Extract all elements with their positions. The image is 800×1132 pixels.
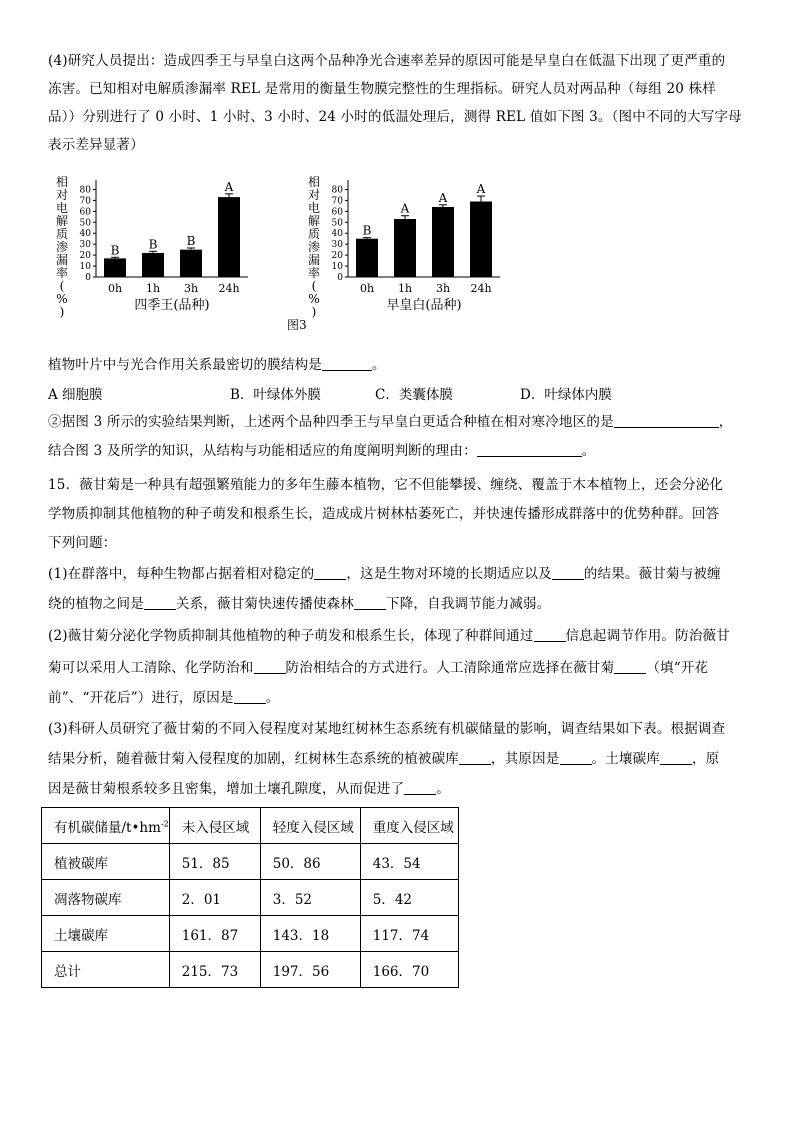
option-a[interactable]: A 细胞膜 [48, 387, 103, 403]
q15-p1-line1 [48, 565, 721, 583]
answer-blank[interactable] [552, 565, 584, 580]
significance-label: B [362, 223, 372, 238]
y-axis-label-char: 解 [55, 214, 69, 228]
q14-sub2-text-1: ②据图 3 所示的实验结果判断，上述两个品种四季王与早皇白更适合种植在相对寒冷地区的是 [48, 414, 614, 430]
significance-label: B [148, 237, 158, 252]
bar [470, 202, 492, 277]
chart-zao-huang-bai [300, 172, 530, 322]
x-tick-label: 0h [107, 282, 123, 295]
table-header-cell: 轻度入侵区域 [260, 808, 360, 844]
answer-blank[interactable] [477, 442, 582, 457]
period: 。 [372, 357, 386, 373]
text: (1)在群落中，每种生物都占据着相对稳定的 [48, 566, 315, 582]
answer-blank[interactable] [560, 750, 592, 765]
y-tick-label: 50 [79, 218, 91, 229]
table-row [42, 880, 459, 916]
table-row [42, 952, 459, 988]
q15-p2-line2 [48, 659, 708, 677]
q14-sub1-text: 植物叶片中与光合作用关系最密切的膜结构是 [48, 357, 322, 373]
y-axis-label-char: 解 [307, 214, 321, 228]
y-axis-label-char: ( [59, 279, 65, 293]
q14-line-1: (4)研究人员提出：造成四季王与早皇白这两个品种净光合速率差异的原因可能是早皇白在低温下出现了更严重的 [48, 53, 726, 69]
q15-p3-line3 [48, 780, 450, 798]
bar [142, 253, 164, 277]
bar [218, 197, 240, 277]
text: (2)薇甘菊分泌化学物质抑制其他植物的种子萌发和根系生长，体现了种群间通过 [48, 628, 534, 644]
option-d[interactable]: D．叶绿体内膜 [520, 387, 612, 403]
y-axis-label-char: ) [59, 305, 65, 319]
x-tick-label: 1h [397, 282, 413, 295]
y-axis-label-char: ( [311, 279, 317, 293]
y-axis-label-char: 漏 [55, 253, 69, 267]
answer-blank[interactable] [534, 627, 566, 642]
q14-sub1 [48, 356, 386, 374]
q15-p3-line2 [48, 750, 719, 768]
option-c[interactable]: C．类囊体膜 [375, 387, 453, 403]
text: 下降，自我调节能力减弱。 [386, 596, 551, 612]
y-axis-label-char: 渗 [307, 240, 321, 254]
significance-label: B [186, 234, 196, 249]
x-tick-label: 24h [470, 282, 492, 295]
y-axis-label-char: 相 [307, 175, 321, 189]
table-cell: 143．18 [260, 916, 360, 952]
text: 的结果。薇甘菊与被缠 [583, 566, 721, 582]
y-tick-label: 0 [337, 273, 343, 283]
y-axis-label-char: % [56, 292, 68, 306]
q14-line-3: 品））分别进行了 0 小时、1 小时、3 小时、24 小时的低温处理后，测得 REL 值如下图 3。（图中不同的大写字母 [48, 109, 742, 125]
text: 关系，薇甘菊快速传播使森林 [175, 596, 355, 612]
answer-blank[interactable] [459, 750, 491, 765]
q15-p1-line2 [48, 595, 550, 613]
y-axis-label-char: 质 [55, 227, 69, 241]
comma: ， [718, 414, 733, 430]
answer-blank[interactable] [322, 356, 372, 371]
q15-p3-line1: (3)科研人员研究了薇甘菊的不同入侵程度对某地红树林生态系统有机碳储量的影响，调查结果如下表。根据调查 [48, 721, 726, 737]
table-cell: 117．74 [360, 916, 458, 952]
text: 。土壤碳库 [591, 751, 660, 767]
table-cell: 5．42 [360, 880, 458, 916]
q14-sub2-line1 [48, 413, 732, 431]
text: 。 [265, 690, 280, 706]
table-cell: 2．01 [169, 880, 260, 916]
period: 。 [581, 443, 596, 459]
answer-blank[interactable] [404, 780, 436, 795]
q15-p2-line3 [48, 689, 279, 707]
bar [180, 250, 202, 277]
answer-blank[interactable] [354, 595, 386, 610]
text: 信息起调节作用。防治薇甘 [565, 628, 730, 644]
y-tick-label: 20 [79, 251, 91, 262]
bar [104, 258, 126, 277]
y-axis-label-char: 对 [307, 188, 321, 202]
y-tick-label: 20 [331, 251, 343, 262]
answer-blank[interactable] [314, 565, 346, 580]
q15-line-1: 15．薇甘菊是一种具有超强繁殖能力的多年生藤本植物，它不但能攀援、缠绕、覆盖于木本植物上，还会分泌化 [48, 477, 724, 493]
figure-caption: 图3 [287, 318, 307, 332]
table-cell: 总计 [42, 952, 170, 988]
x-tick-label: 0h [359, 282, 375, 295]
table-header-row [42, 808, 459, 844]
text: ，其原因是 [491, 751, 560, 767]
bar [394, 219, 416, 277]
q14-sub2-text-2: 结合图 3 及所学的知识，从结构与功能相适应的角度阐明判断的理由： [48, 443, 477, 459]
chart-siji-wang [48, 172, 278, 322]
y-tick-label: 60 [79, 207, 91, 218]
y-axis-label-char: 漏 [307, 253, 321, 267]
text: （填“开花 [646, 660, 709, 676]
significance-label: B [110, 243, 120, 258]
y-axis-label-char: 率 [55, 266, 69, 280]
y-axis-label-char: 相 [55, 175, 69, 189]
y-axis-label-char: 电 [55, 201, 69, 215]
q14-sub2-line2 [48, 442, 595, 460]
table-cell: 50．86 [260, 844, 360, 880]
table-cell: 3．52 [260, 880, 360, 916]
y-axis-label-char: 质 [307, 227, 321, 241]
table-cell: 215．73 [169, 952, 260, 988]
y-axis-label-char: 率 [307, 266, 321, 280]
text: 结果分析，随着薇甘菊入侵程度的加剧，红树林生态系统的植被碳库 [48, 751, 459, 767]
y-tick-label: 30 [331, 240, 343, 251]
y-tick-label: 70 [331, 196, 343, 207]
bar [356, 239, 378, 277]
y-tick-label: 30 [79, 240, 91, 251]
chart-title: 早皇白(品种) [386, 298, 462, 313]
option-b[interactable]: B．叶绿体外膜 [230, 387, 321, 403]
table-header-cell: 有机碳储量$/t•hm^{-2}$ [42, 808, 170, 844]
x-tick-label: 1h [145, 282, 161, 295]
significance-label: A [224, 179, 234, 194]
y-tick-label: 40 [79, 229, 91, 240]
answer-blank[interactable] [234, 689, 266, 704]
y-axis-label-char: 对 [55, 188, 69, 202]
table-cell: 土壤碳库 [42, 916, 170, 952]
significance-label: A [400, 201, 410, 216]
y-axis-label-char: 渗 [55, 240, 69, 254]
q15-line-2: 学物质抑制其他植物的种子萌发和根系生长，造成成片树林枯萎死亡，并快速传播形成群落中的优势种群。回答 [48, 506, 720, 522]
text: 因是薇甘菊根系较多且密集，增加土壤孔隙度，从而促进了 [48, 781, 405, 797]
text: ，原 [692, 751, 720, 767]
chart-title: 四季王(品种) [134, 298, 210, 313]
y-tick-label: 40 [331, 229, 343, 240]
table-header-cell: 重度入侵区域 [360, 808, 458, 844]
q15-p2-line1 [48, 627, 730, 645]
y-axis-label-char: 电 [307, 201, 321, 215]
text: 防治相结合的方式进行。人工清除通常应选择在薇甘菊 [285, 660, 615, 676]
x-tick-label: 24h [218, 282, 240, 295]
text: 。 [436, 781, 450, 797]
carbon-storage-table [41, 807, 459, 988]
q14-line-2: 冻害。已知相对电解质渗漏率 REL 是常用的衡量生物膜完整性的生理指标。研究人员对两品种（每组 20 株样 [48, 81, 716, 97]
table-cell: 161．87 [169, 916, 260, 952]
y-tick-label: 70 [79, 196, 91, 207]
y-tick-label: 10 [79, 262, 91, 273]
y-tick-label: 80 [331, 185, 343, 196]
table-cell: 植被碳库 [42, 844, 170, 880]
q14-line-4: 表示差异显著） [48, 137, 144, 153]
table-header-cell: 未入侵区域 [169, 808, 260, 844]
table-cell: 43．54 [360, 844, 458, 880]
y-tick-label: 80 [79, 185, 91, 196]
text: 绕的植物之间是 [48, 596, 144, 612]
y-axis-label-char: % [308, 292, 320, 306]
table-row [42, 916, 459, 952]
q15-line-3: 下列问题： [48, 535, 117, 551]
table-cell: 凋落物碳库 [42, 880, 170, 916]
y-tick-label: 10 [331, 262, 343, 273]
table-cell: 197．56 [260, 952, 360, 988]
significance-label: A [438, 190, 448, 205]
text: 菊可以采用人工清除、化学防治和 [48, 660, 254, 676]
answer-blank[interactable] [660, 750, 692, 765]
answer-blank[interactable] [614, 659, 646, 674]
table-cell: 51．85 [169, 844, 260, 880]
y-tick-label: 50 [331, 218, 343, 229]
x-tick-label: 3h [183, 282, 199, 295]
answer-blank[interactable] [614, 413, 719, 428]
y-axis-label-char: ) [311, 305, 317, 319]
y-tick-label: 60 [331, 207, 343, 218]
significance-label: A [476, 182, 486, 197]
bar [432, 207, 454, 277]
table-cell: 166．70 [360, 952, 458, 988]
x-tick-label: 3h [435, 282, 451, 295]
answer-blank[interactable] [144, 595, 176, 610]
text: 前”、“开花后”）进行，原因是 [48, 690, 234, 706]
table-row [42, 844, 459, 880]
y-tick-label: 0 [85, 273, 91, 283]
answer-blank[interactable] [254, 659, 286, 674]
text: ，这是生物对环境的长期适应以及 [346, 566, 552, 582]
